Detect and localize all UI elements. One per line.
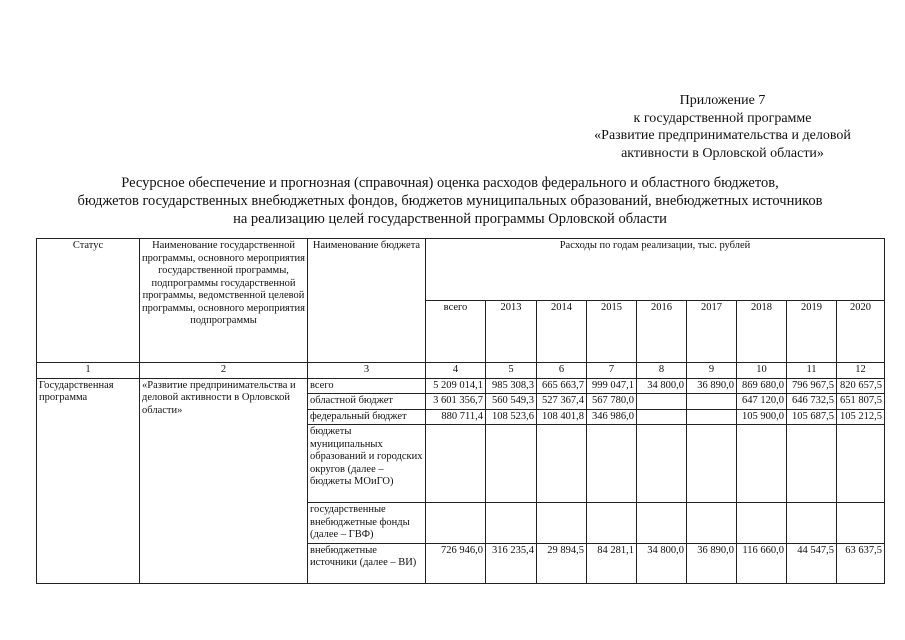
value-cell (537, 503, 587, 544)
document-title (60, 174, 840, 228)
header-year: 2016 (637, 301, 687, 363)
value-cell: 346 986,0 (587, 409, 637, 425)
header-status: Статус (37, 239, 140, 363)
program-status: Государственная программа (37, 378, 140, 583)
appendix-line: к государственной программе (633, 110, 812, 126)
title-line: на реализацию целей государственной программы Орловской области (233, 211, 667, 227)
value-cell: 665 663,7 (537, 378, 587, 394)
value-cell (637, 425, 687, 503)
header-budget-name: Наименование бюджета (308, 239, 426, 363)
value-cell (486, 425, 537, 503)
value-cell: 796 967,5 (787, 378, 837, 394)
column-number: 3 (308, 363, 426, 379)
value-cell (537, 425, 587, 503)
value-cell: 105 687,5 (787, 409, 837, 425)
value-cell: 105 212,5 (837, 409, 885, 425)
value-cell: 567 780,0 (587, 394, 637, 410)
appendix-line: активности в Орловской области» (621, 145, 824, 161)
value-cell: 3 601 356,7 (426, 394, 486, 410)
header-year-total: всего (426, 301, 486, 363)
value-cell: 651 807,5 (837, 394, 885, 410)
appendix-line: «Развитие предпринимательства и деловой (594, 128, 851, 143)
value-cell: 34 800,0 (637, 543, 687, 583)
value-cell: 869 680,0 (737, 378, 787, 394)
budget-name: федеральный бюджет (308, 409, 426, 425)
value-cell: 820 657,5 (837, 378, 885, 394)
value-cell (587, 503, 637, 544)
value-cell: 63 637,5 (837, 543, 885, 583)
column-number: 1 (37, 363, 140, 379)
header-year: 2017 (687, 301, 737, 363)
budget-name: внебюджетные источники (далее – ВИ) (308, 543, 426, 583)
value-cell (687, 503, 737, 544)
value-cell (637, 503, 687, 544)
header-expenses: Расходы по годам реализации, тыс. рублей (426, 239, 885, 301)
value-cell: 647 120,0 (737, 394, 787, 410)
header-year: 2020 (837, 301, 885, 363)
column-number: 11 (787, 363, 837, 379)
column-number: 7 (587, 363, 637, 379)
value-cell: 316 235,4 (486, 543, 537, 583)
value-cell (426, 425, 486, 503)
value-cell (687, 409, 737, 425)
appendix-header (560, 92, 885, 162)
title-line: бюджетов государственных внебюджетных фондов, бюджетов муниципальных образований, внебюджетных источников (77, 193, 823, 209)
value-cell (637, 409, 687, 425)
value-cell: 985 308,3 (486, 378, 537, 394)
value-cell (426, 503, 486, 544)
value-cell: 646 732,5 (787, 394, 837, 410)
header-program-name: Наименование государственной программы, основного мероприятия государственной программы, подпрограммы государственной программы, ведомственной целевой программы, основного мероприятия подпрограммы (140, 239, 308, 363)
appendix-line: Приложение 7 (679, 93, 766, 108)
value-cell: 108 401,8 (537, 409, 587, 425)
value-cell (637, 394, 687, 410)
value-cell: 880 711,4 (426, 409, 486, 425)
program-name: «Развитие предпринимательства и деловой активности в Орловской области» (140, 378, 308, 583)
header-year: 2018 (737, 301, 787, 363)
header-year: 2015 (587, 301, 637, 363)
value-cell: 29 894,5 (537, 543, 587, 583)
value-cell (737, 425, 787, 503)
value-cell: 5 209 014,1 (426, 378, 486, 394)
value-cell (837, 425, 885, 503)
value-cell: 560 549,3 (486, 394, 537, 410)
column-number: 12 (837, 363, 885, 379)
column-number: 2 (140, 363, 308, 379)
value-cell: 527 367,4 (537, 394, 587, 410)
column-number: 4 (426, 363, 486, 379)
value-cell: 34 800,0 (637, 378, 687, 394)
budget-name: областной бюджет (308, 394, 426, 410)
value-cell (687, 425, 737, 503)
value-cell: 36 890,0 (687, 543, 737, 583)
value-cell (787, 425, 837, 503)
value-cell (587, 425, 637, 503)
value-cell (486, 503, 537, 544)
budget-name: государственные внебюджетные фонды (далее – ГВФ) (308, 503, 426, 544)
header-year: 2014 (537, 301, 587, 363)
budget-table (36, 238, 885, 584)
column-number: 10 (737, 363, 787, 379)
column-number: 6 (537, 363, 587, 379)
value-cell (737, 503, 787, 544)
budget-name: бюджеты муниципальных образований и городских округов (далее – бюджеты МОиГО) (308, 425, 426, 503)
header-year: 2019 (787, 301, 837, 363)
value-cell: 36 890,0 (687, 378, 737, 394)
header-year: 2013 (486, 301, 537, 363)
column-number: 9 (687, 363, 737, 379)
title-line: Ресурсное обеспечение и прогнозная (справочная) оценка расходов федерального и областного бюджетов, (121, 175, 779, 191)
value-cell (787, 503, 837, 544)
value-cell: 108 523,6 (486, 409, 537, 425)
value-cell: 999 047,1 (587, 378, 637, 394)
value-cell: 116 660,0 (737, 543, 787, 583)
value-cell (837, 503, 885, 544)
column-number: 8 (637, 363, 687, 379)
value-cell: 84 281,1 (587, 543, 637, 583)
value-cell: 44 547,5 (787, 543, 837, 583)
value-cell (687, 394, 737, 410)
value-cell: 726 946,0 (426, 543, 486, 583)
column-number: 5 (486, 363, 537, 379)
value-cell: 105 900,0 (737, 409, 787, 425)
budget-name: всего (308, 378, 426, 394)
